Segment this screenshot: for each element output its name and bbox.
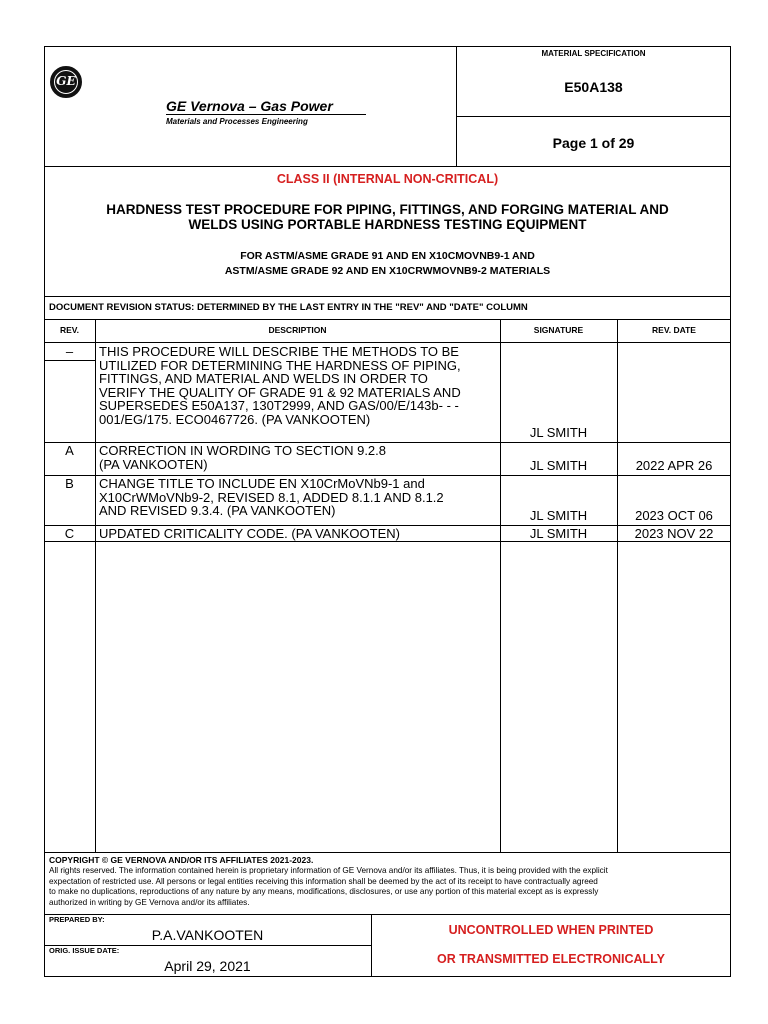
department-name: Materials and Processes Engineering xyxy=(166,117,308,126)
page-number: Page 1 of 29 xyxy=(552,135,635,151)
column-header-rev: REV. xyxy=(59,325,80,335)
description-line: UTILIZED FOR DETERMINING THE HARDNESS OF PIPING, xyxy=(99,357,461,373)
row-divider xyxy=(44,541,731,542)
copyright-line: expectation of restricted use. All persons or legal entities receiving this information shall be deemed by the act of its receipt to have contractually agreed xyxy=(49,876,598,886)
uncontrolled-notice-line-2: OR TRANSMITTED ELECTRONICALLY xyxy=(436,952,665,966)
uncontrolled-notice-line-1: UNCONTROLLED WHEN PRINTED xyxy=(448,923,654,937)
revision-signature: JL SMITH xyxy=(529,508,588,523)
document-subtitle xyxy=(44,249,731,279)
document-title-line-2: WELDS USING PORTABLE HARDNESS TESTING EQUIPMENT xyxy=(188,217,587,232)
description-line: UPDATED CRITICALITY CODE. (PA VANKOOTEN) xyxy=(99,526,400,541)
copyright-heading: COPYRIGHT © GE VERNOVA AND/OR ITS AFFILIATES 2021-2023. xyxy=(49,855,314,865)
description-line: (PA VANKOOTEN) xyxy=(99,456,208,472)
column-separator-1 xyxy=(95,319,96,852)
orig-issue-date-label: ORIG. ISSUE DATE: xyxy=(49,946,120,955)
description-line: CHANGE TITLE TO INCLUDE EN X10CrMoVNb9-1 and xyxy=(99,476,425,491)
copyright-body xyxy=(49,866,729,908)
revision-date: 2022 APR 26 xyxy=(635,458,713,473)
footer-top-line xyxy=(44,914,731,915)
description-line: 001/EG/175. ECO0467726. (PA VANKOOTEN) xyxy=(99,411,371,427)
company-underline xyxy=(166,114,366,115)
header-bottom-line xyxy=(44,166,731,167)
copyright-line: to make no duplications, reproductions of any nature by any means, modifications, disclosures, or use any portion of this material except as is expressly xyxy=(49,887,599,896)
revision-description xyxy=(99,444,499,471)
orig-issue-date: April 29, 2021 xyxy=(164,958,251,974)
column-header-signature: SIGNATURE xyxy=(533,325,584,335)
copyright-line: All rights reserved. The information contained herein is proprietary information of GE Vernova and/or its affiliates. Thus, it is being provided with the explicit xyxy=(49,866,608,875)
prepared-by-label: PREPARED BY: xyxy=(49,915,105,924)
column-header-description: DESCRIPTION xyxy=(268,325,327,335)
classification-label: CLASS II (INTERNAL NON-CRITICAL) xyxy=(276,172,499,186)
description-line: VERIFY THE QUALITY OF GRADE 91 & 92 MATERIALS AND xyxy=(99,384,461,400)
copyright-top-line xyxy=(44,852,731,853)
prepared-by-name: P.A.VANKOOTEN xyxy=(151,927,264,943)
column-header-date: REV. DATE xyxy=(652,325,696,335)
column-separator-2 xyxy=(500,319,501,852)
revision-signature: JL SMITH xyxy=(529,458,588,473)
description-line: THIS PROCEDURE WILL DESCRIBE THE METHODS TO BE xyxy=(99,344,459,359)
revision-date: 2023 OCT 06 xyxy=(635,508,713,523)
revision-signature: JL SMITH xyxy=(529,526,588,541)
revision-code: A xyxy=(65,443,74,458)
description-line: SUPERSEDES E50A137, 130T2999, AND GAS/00/E/143b- - - xyxy=(99,398,459,413)
revision-status-top-line xyxy=(44,296,731,297)
description-line: CORRECTION IN WORDING TO SECTION 9.2.8 xyxy=(99,443,386,458)
revision-status-note: DOCUMENT REVISION STATUS: DETERMINED BY THE LAST ENTRY IN THE "REV" AND "DATE" COLUMN xyxy=(49,302,528,313)
copyright-line: authorized in writing by GE Vernova and/or its affiliates. xyxy=(49,897,250,907)
header-divider-page xyxy=(456,116,731,117)
description-line: AND REVISED 9.3.4. (PA VANKOOTEN) xyxy=(99,503,336,518)
revision-description xyxy=(99,345,499,426)
description-line: FITTINGS, AND MATERIAL AND WELDS IN ORDER TO xyxy=(99,371,428,386)
revision-signature: JL SMITH xyxy=(529,425,588,440)
document-title-line-1: HARDNESS TEST PROCEDURE FOR PIPING, FITTINGS, AND FORGING MATERIAL AND xyxy=(106,202,669,217)
revision-description xyxy=(99,527,499,541)
company-name: GE Vernova – Gas Power xyxy=(166,98,333,114)
spec-number: E50A138 xyxy=(564,79,623,95)
revision-code: B xyxy=(65,476,74,491)
revision-status-bottom-line xyxy=(44,319,731,320)
document-subtitle-line-1: FOR ASTM/ASME GRADE 91 AND EN X10CMOVNB9-1 AND xyxy=(240,250,535,262)
rev-dash-underline xyxy=(44,360,95,361)
ge-logo-monogram: GE xyxy=(54,70,78,94)
spec-label: MATERIAL SPECIFICATION xyxy=(541,49,646,58)
ge-logo-icon xyxy=(50,66,82,98)
revision-description xyxy=(99,477,499,518)
column-header-line xyxy=(44,342,731,343)
revision-date: 2023 NOV 22 xyxy=(634,526,714,541)
revision-code: – xyxy=(65,344,74,359)
document-subtitle-line-2: ASTM/ASME GRADE 92 AND EN X10CRWMOVNB9-2 MATERIALS xyxy=(224,265,551,277)
description-line: X10CrWMoVNb9-2, REVISED 8.1, ADDED 8.1.1 AND 8.1.2 xyxy=(99,489,444,505)
column-separator-3 xyxy=(617,319,618,852)
document-title xyxy=(44,202,731,232)
revision-code: C xyxy=(64,526,75,541)
